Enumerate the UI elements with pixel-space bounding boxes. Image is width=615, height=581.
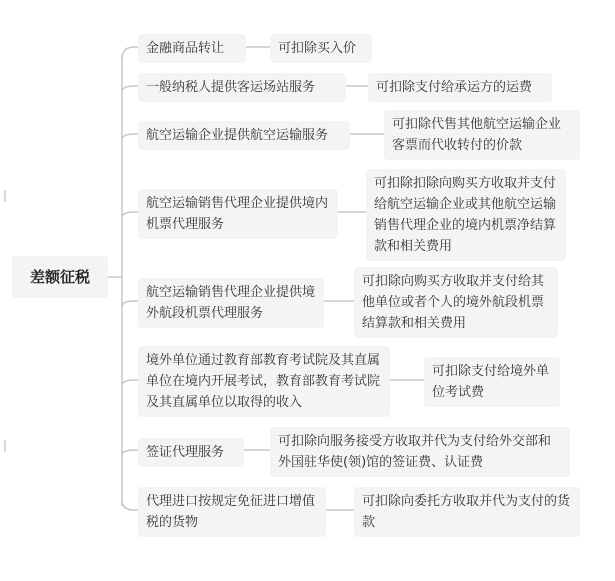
branch-node[interactable]: 航空运输企业提供航空运输服务 [138,121,350,150]
branch-node[interactable]: 金融商品转让 [138,34,246,63]
edge-mark [4,440,6,452]
detail-node[interactable]: 可扣除支付给承运方的运费 [368,73,552,102]
branch-connector-1 [122,47,138,60]
edge-mark [4,190,6,202]
detail-node[interactable]: 可扣除买入价 [270,34,372,63]
branch-node[interactable]: 代理进口按规定免征进口增值税的货物 [138,487,326,537]
branch-connector-6 [122,380,138,386]
detail-node[interactable]: 可扣除向委托方收取并代为支付的货款 [354,487,580,537]
root-node[interactable]: 差额征税 [12,256,108,298]
branch-node[interactable]: 航空运输销售代理企业提供境外航段机票代理服务 [138,278,324,328]
detail-node[interactable]: 可扣除向购买方收取并支付给其他单位或者个人的境外航段机票结算款和相关费用 [354,267,558,338]
branch-connector-4 [122,212,138,218]
detail-node[interactable]: 可扣除代售其他航空运输企业客票而代收转付的价款 [384,110,580,160]
detail-node[interactable]: 可扣除支付给境外单位考试费 [424,357,560,407]
detail-node[interactable]: 可扣除扣除向购买方收取并支付给航空运输企业或其他航空运输销售代理企业的境内机票净结算款和相关费用 [366,169,566,261]
branch-connector-2 [122,86,138,92]
branch-node[interactable]: 航空运输销售代理企业提供境内机票代理服务 [138,189,338,239]
detail-node[interactable]: 可扣除向服务接受方收取并代为支付给外交部和外国驻华使(领)馆的签证费、认证费 [270,427,570,477]
branch-connector-3 [122,134,138,140]
branch-connector-8 [122,500,138,510]
branch-node[interactable]: 签证代理服务 [138,438,244,467]
branch-connector-7 [122,450,138,456]
branch-node[interactable]: 一般纳税人提供客运场站服务 [138,73,346,102]
branch-connector-5 [122,301,138,307]
branch-node[interactable]: 境外单位通过教育部教育考试院及其直属单位在境内开展考试，教育部教育考试院及其直属单位以取得的收入 [138,346,390,417]
